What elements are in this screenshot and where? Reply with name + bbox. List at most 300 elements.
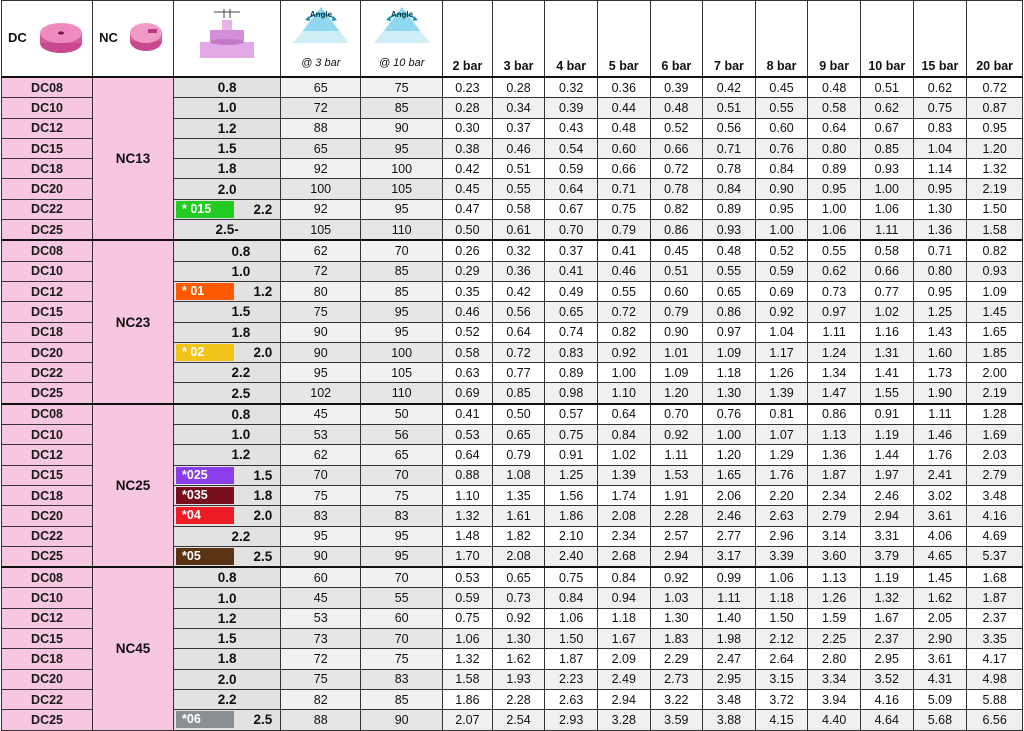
flow-rate-cell: 1.53 — [650, 465, 703, 485]
flow-rate-cell: 0.45 — [755, 77, 808, 98]
dc-header-label: DC — [8, 29, 27, 45]
flow-rate-cell: 1.36 — [913, 220, 967, 241]
flow-rate-cell: 4.69 — [967, 526, 1023, 546]
flow-rate-cell: 1.20 — [650, 383, 703, 404]
angle-3bar-cell: 92 — [281, 199, 361, 219]
flow-rate-cell: 1.30 — [650, 608, 703, 628]
flow-rate-cell: 2.49 — [597, 669, 650, 689]
flow-rate-cell: 3.22 — [650, 689, 703, 709]
flow-rate-cell: 6.56 — [967, 710, 1023, 730]
flow-rate-cell: 0.94 — [597, 588, 650, 608]
flow-rate-cell: 1.76 — [913, 445, 967, 465]
flow-rate-cell: 1.18 — [755, 588, 808, 608]
flow-rate-cell: 2.34 — [808, 485, 861, 505]
flow-rate-cell: 1.01 — [650, 342, 703, 362]
flow-rate-cell: 2.63 — [545, 689, 598, 709]
flow-rate-cell: 1.39 — [755, 383, 808, 404]
angle-3bar-cell: 102 — [281, 383, 361, 404]
flow-rate-cell: 3.72 — [755, 689, 808, 709]
orifice-cell — [174, 383, 281, 404]
flow-rate-cell: 2.68 — [597, 546, 650, 567]
flow-rate-cell: 0.26 — [443, 240, 493, 261]
flow-rate-cell: 1.67 — [597, 629, 650, 649]
orifice-diameter-icon — [192, 6, 262, 66]
flow-rate-cell: 0.62 — [860, 98, 913, 118]
flow-rate-cell: 4.40 — [808, 710, 861, 730]
flow-rate-cell: 0.48 — [703, 240, 756, 261]
orifice-diameter: 1.8 — [253, 488, 273, 504]
flow-rate-cell: 3.79 — [860, 546, 913, 567]
flow-rate-cell: 1.60 — [913, 342, 967, 362]
flow-rate-cell: 0.60 — [755, 118, 808, 138]
flow-rate-cell: 0.77 — [492, 363, 545, 383]
flow-rate-cell: 0.88 — [443, 465, 493, 485]
flow-rate-cell: 0.86 — [703, 302, 756, 322]
flow-rate-cell: 1.50 — [755, 608, 808, 628]
orifice-diameter: 1.5 — [217, 631, 237, 647]
flow-rate-cell: 2.47 — [703, 649, 756, 669]
angle-3bar-cell: 75 — [281, 302, 361, 322]
orifice-cell — [174, 526, 281, 546]
pressure-header: 15 bar — [913, 1, 967, 78]
dc-code-cell: DC10 — [2, 261, 93, 281]
flow-rate-cell: 2.37 — [860, 629, 913, 649]
flow-rate-cell: 0.64 — [808, 118, 861, 138]
orifice-diameter: 2.2 — [253, 201, 273, 217]
color-code-badge: * 015 — [176, 201, 234, 218]
flow-rate-cell: 0.28 — [492, 77, 545, 98]
angle-10bar-cell: 75 — [361, 77, 443, 98]
nc-code-cell: NC25 — [93, 404, 174, 567]
flow-rate-cell: 3.48 — [967, 485, 1023, 505]
color-code-badge: *06 — [176, 711, 234, 728]
orifice-diameter: 1.0 — [217, 590, 237, 606]
flow-rate-cell: 1.87 — [967, 588, 1023, 608]
dc-code-cell: DC18 — [2, 322, 93, 342]
angle-3bar-cell: 70 — [281, 465, 361, 485]
dc-code-cell: DC12 — [2, 281, 93, 301]
flow-rate-cell: 0.54 — [545, 138, 598, 158]
orifice-cell — [174, 322, 281, 342]
flow-rate-cell: 0.35 — [443, 281, 493, 301]
flow-rate-cell: 4.16 — [860, 689, 913, 709]
nc-code-cell: NC23 — [93, 240, 174, 403]
orifice-diameter: 1.8 — [231, 324, 251, 340]
flow-rate-cell: 0.64 — [443, 445, 493, 465]
flow-rate-cell: 0.46 — [492, 138, 545, 158]
angle-3bar-cell: 53 — [281, 608, 361, 628]
angle-3bar-cell: 60 — [281, 567, 361, 588]
orifice-cell — [174, 404, 281, 425]
flow-rate-cell: 0.41 — [443, 404, 493, 425]
orifice-cell — [174, 118, 281, 138]
flow-rate-cell: 0.61 — [492, 220, 545, 241]
orifice-diameter: 2.2 — [217, 692, 237, 708]
dc-code-cell: DC20 — [2, 179, 93, 199]
flow-rate-cell: 1.59 — [808, 608, 861, 628]
flow-rate-cell: 1.68 — [967, 567, 1023, 588]
flow-rate-cell: 0.91 — [545, 445, 598, 465]
flow-rate-cell: 0.85 — [492, 383, 545, 404]
flow-rate-cell: 0.95 — [808, 179, 861, 199]
angle-3bar-cell: 90 — [281, 342, 361, 362]
flow-rate-cell: 1.06 — [860, 199, 913, 219]
orifice-diameter: 0.8 — [217, 80, 237, 96]
flow-rate-cell: 0.97 — [808, 302, 861, 322]
flow-rate-cell: 2.54 — [492, 710, 545, 730]
flow-rate-cell: 1.70 — [443, 546, 493, 567]
flow-rate-cell: 1.00 — [703, 425, 756, 445]
orifice-diameter: 1.2 — [217, 610, 237, 626]
dc-code-cell: DC20 — [2, 342, 93, 362]
flow-rate-cell: 2.08 — [597, 506, 650, 526]
orifice-cell — [174, 179, 281, 199]
flow-rate-cell: 2.94 — [860, 506, 913, 526]
angle-10bar-cell: 70 — [361, 567, 443, 588]
angle-10bar-cell: 95 — [361, 322, 443, 342]
flow-rate-cell: 0.64 — [545, 179, 598, 199]
table-row — [2, 77, 1023, 98]
flow-rate-cell: 1.09 — [650, 363, 703, 383]
angle-10bar-cell: 95 — [361, 138, 443, 158]
flow-rate-cell: 0.92 — [597, 342, 650, 362]
flow-rate-cell: 0.55 — [703, 261, 756, 281]
angle-3bar-cell: 62 — [281, 240, 361, 261]
flow-rate-cell: 2.46 — [703, 506, 756, 526]
flow-rate-cell: 2.73 — [650, 669, 703, 689]
flow-rate-cell: 1.32 — [967, 159, 1023, 179]
flow-rate-cell: 1.06 — [443, 629, 493, 649]
flow-rate-cell: 1.83 — [650, 629, 703, 649]
pressure-header: 6 bar — [650, 1, 703, 78]
angle-10bar-cell: 70 — [361, 465, 443, 485]
dc-code-cell: DC15 — [2, 629, 93, 649]
orifice-diameter: 1.2 — [253, 284, 273, 300]
angle-10bar-cell: 95 — [361, 302, 443, 322]
flow-rate-cell: 3.31 — [860, 526, 913, 546]
flow-rate-cell: 1.10 — [443, 485, 493, 505]
flow-rate-cell: 1.11 — [650, 445, 703, 465]
flow-rate-cell: 0.70 — [545, 220, 598, 241]
orifice-diameter: 1.0 — [231, 263, 251, 279]
dc-code-cell: DC20 — [2, 506, 93, 526]
orifice-diameter: 0.8 — [231, 406, 251, 422]
header-row — [2, 1, 1023, 78]
flow-rate-cell: 0.42 — [703, 77, 756, 98]
flow-rate-cell: 0.51 — [703, 98, 756, 118]
dc-header — [2, 1, 93, 78]
flow-rate-cell: 2.80 — [808, 649, 861, 669]
flow-rate-cell: 0.66 — [860, 261, 913, 281]
flow-rate-cell: 2.64 — [755, 649, 808, 669]
orifice-cell — [174, 363, 281, 383]
orifice-diameter: 1.5 — [231, 304, 251, 320]
flow-rate-cell: 2.57 — [650, 526, 703, 546]
nozzle-core-icon — [126, 19, 166, 55]
angle-10bar-cell: 95 — [361, 546, 443, 567]
flow-rate-cell: 0.45 — [443, 179, 493, 199]
angle-10bar-cell: 100 — [361, 159, 443, 179]
pressure-header: 3 bar — [492, 1, 545, 78]
flow-rate-cell: 1.50 — [545, 629, 598, 649]
flow-rate-cell: 2.41 — [913, 465, 967, 485]
flow-rate-cell: 2.19 — [967, 383, 1023, 404]
flow-rate-cell: 0.23 — [443, 77, 493, 98]
flow-rate-cell: 1.00 — [808, 199, 861, 219]
flow-rate-cell: 1.02 — [860, 302, 913, 322]
flow-rate-cell: 1.62 — [913, 588, 967, 608]
flow-rate-cell: 0.92 — [650, 567, 703, 588]
flow-rate-cell: 0.48 — [808, 77, 861, 98]
flow-rate-cell: 2.05 — [913, 608, 967, 628]
color-code-badge: *035 — [176, 487, 234, 504]
flow-rate-cell: 4.16 — [967, 506, 1023, 526]
flow-rate-cell: 0.70 — [650, 404, 703, 425]
orifice-diameter: 2.2 — [231, 365, 251, 381]
flow-rate-cell: 0.63 — [443, 363, 493, 383]
flow-rate-cell: 3.61 — [913, 649, 967, 669]
angle-10bar-cell: 83 — [361, 669, 443, 689]
flow-rate-cell: 0.73 — [492, 588, 545, 608]
flow-rate-cell: 1.30 — [913, 199, 967, 219]
flow-rate-cell: 0.52 — [650, 118, 703, 138]
orifice-cell — [174, 689, 281, 709]
flow-rate-cell: 0.51 — [860, 77, 913, 98]
flow-rate-cell: 0.43 — [545, 118, 598, 138]
flow-rate-cell: 0.86 — [808, 404, 861, 425]
flow-rate-cell: 1.06 — [755, 567, 808, 588]
flow-rate-cell: 1.11 — [860, 220, 913, 241]
flow-rate-cell: 0.84 — [545, 588, 598, 608]
flow-rate-cell: 0.37 — [492, 118, 545, 138]
dc-code-cell: DC25 — [2, 383, 93, 404]
flow-rate-cell: 0.30 — [443, 118, 493, 138]
angle-3bar-cell: 88 — [281, 118, 361, 138]
flow-rate-cell: 2.03 — [967, 445, 1023, 465]
table-row — [2, 567, 1023, 588]
orifice-cell — [174, 546, 281, 567]
flow-rate-cell: 1.58 — [443, 669, 493, 689]
flow-rate-cell: 1.58 — [967, 220, 1023, 241]
flow-rate-cell: 0.69 — [755, 281, 808, 301]
flow-rate-cell: 2.28 — [492, 689, 545, 709]
flow-rate-cell: 1.65 — [967, 322, 1023, 342]
angle-10bar-label: @ 10 bar — [378, 57, 425, 69]
flow-rate-cell: 0.78 — [703, 159, 756, 179]
angle-3bar-cell: 82 — [281, 689, 361, 709]
angle-3bar-cell: 75 — [281, 669, 361, 689]
nc-header-label: NC — [99, 29, 118, 45]
flow-rate-cell: 0.39 — [545, 98, 598, 118]
flow-rate-cell: 0.87 — [967, 98, 1023, 118]
flow-rate-cell: 5.88 — [967, 689, 1023, 709]
flow-rate-cell: 0.38 — [443, 138, 493, 158]
dc-code-cell: DC18 — [2, 485, 93, 505]
flow-rate-cell: 1.40 — [703, 608, 756, 628]
flow-rate-cell: 0.42 — [492, 281, 545, 301]
orifice-cell — [174, 425, 281, 445]
flow-rate-cell: 3.34 — [808, 669, 861, 689]
flow-rate-cell: 0.82 — [967, 240, 1023, 261]
flow-rate-cell: 0.77 — [860, 281, 913, 301]
flow-rate-cell: 1.11 — [703, 588, 756, 608]
angle-3bar-cell: 92 — [281, 159, 361, 179]
angle-3bar-cell: 72 — [281, 261, 361, 281]
angle-10bar-header — [361, 1, 443, 78]
flow-rate-cell: 0.32 — [492, 240, 545, 261]
flow-rate-cell: 1.76 — [755, 465, 808, 485]
flow-rate-cell: 0.74 — [545, 322, 598, 342]
orifice-cell — [174, 138, 281, 158]
dc-code-cell: DC10 — [2, 588, 93, 608]
pressure-header: 7 bar — [703, 1, 756, 78]
flow-rate-cell: 1.18 — [703, 363, 756, 383]
flow-rate-cell: 1.56 — [545, 485, 598, 505]
angle-10bar-cell: 75 — [361, 649, 443, 669]
flow-rate-cell: 3.60 — [808, 546, 861, 567]
flow-rate-cell: 0.72 — [650, 159, 703, 179]
flow-rate-cell: 3.94 — [808, 689, 861, 709]
flow-rate-cell: 0.76 — [755, 138, 808, 158]
flow-rate-cell: 0.53 — [443, 425, 493, 445]
orifice-cell — [174, 199, 281, 219]
flow-rate-cell: 0.93 — [967, 261, 1023, 281]
flow-rate-cell: 5.68 — [913, 710, 967, 730]
flow-rate-cell: 1.16 — [860, 322, 913, 342]
orifice-cell — [174, 281, 281, 301]
flow-rate-cell: 4.98 — [967, 669, 1023, 689]
color-code-badge: * 02 — [176, 344, 234, 361]
flow-rate-cell: 0.56 — [703, 118, 756, 138]
flow-rate-cell: 0.84 — [703, 179, 756, 199]
flow-rate-cell: 0.71 — [913, 240, 967, 261]
flow-rate-cell: 1.41 — [860, 363, 913, 383]
flow-rate-cell: 1.39 — [597, 465, 650, 485]
orifice-diameter: 2.0 — [217, 181, 237, 197]
flow-rate-cell: 0.60 — [650, 281, 703, 301]
dc-code-cell: DC08 — [2, 240, 93, 261]
flow-rate-cell: 0.52 — [755, 240, 808, 261]
dc-code-cell: DC15 — [2, 465, 93, 485]
angle-10bar-cell: 83 — [361, 506, 443, 526]
orifice-diameter: 1.8 — [217, 161, 237, 177]
angle-10bar-cell: 65 — [361, 445, 443, 465]
orifice-cell — [174, 261, 281, 281]
flow-rate-cell: 1.55 — [860, 383, 913, 404]
flow-rate-cell: 0.71 — [597, 179, 650, 199]
orifice-cell — [174, 465, 281, 485]
orifice-diameter: 1.0 — [231, 427, 251, 443]
orifice-diameter: 2.0 — [217, 671, 237, 687]
flow-rate-cell: 0.55 — [492, 179, 545, 199]
dc-code-cell: DC22 — [2, 689, 93, 709]
flow-rate-cell: 0.93 — [703, 220, 756, 241]
flow-rate-cell: 0.46 — [443, 302, 493, 322]
dc-code-cell: DC18 — [2, 159, 93, 179]
flow-rate-cell: 1.30 — [492, 629, 545, 649]
flow-rate-cell: 1.06 — [545, 608, 598, 628]
flow-rate-cell: 0.56 — [492, 302, 545, 322]
flow-rate-cell: 4.17 — [967, 649, 1023, 669]
flow-rate-cell: 2.19 — [967, 179, 1023, 199]
flow-rate-cell: 1.43 — [913, 322, 967, 342]
flow-rate-cell: 0.85 — [860, 138, 913, 158]
flow-rate-cell: 1.87 — [808, 465, 861, 485]
flow-rate-cell: 2.95 — [860, 649, 913, 669]
orifice-diameter: 2.5- — [215, 222, 239, 238]
flow-rate-cell: 0.78 — [650, 179, 703, 199]
flow-rate-cell: 0.59 — [443, 588, 493, 608]
flow-rate-cell: 0.48 — [650, 98, 703, 118]
angle-3bar-cell: 75 — [281, 485, 361, 505]
flow-rate-cell: 2.00 — [967, 363, 1023, 383]
orifice-diameter: 2.5 — [253, 712, 273, 728]
flow-rate-cell: 1.00 — [755, 220, 808, 241]
nc-code-cell: NC45 — [93, 567, 174, 730]
flow-rate-cell: 1.48 — [443, 526, 493, 546]
flow-rate-cell: 0.80 — [808, 138, 861, 158]
pressure-header: 4 bar — [545, 1, 598, 78]
flow-rate-cell: 0.55 — [808, 240, 861, 261]
angle-10bar-cell: 85 — [361, 261, 443, 281]
flow-rate-cell: 1.65 — [703, 465, 756, 485]
flow-rate-cell: 1.13 — [808, 425, 861, 445]
flow-rate-cell: 1.61 — [492, 506, 545, 526]
flow-rate-cell: 2.28 — [650, 506, 703, 526]
flow-rate-cell: 0.46 — [597, 261, 650, 281]
flow-rate-cell: 1.73 — [913, 363, 967, 383]
angle-10bar-cell: 90 — [361, 118, 443, 138]
flow-rate-cell: 3.35 — [967, 629, 1023, 649]
spray-angle-icon — [370, 1, 434, 45]
flow-rate-cell: 5.09 — [913, 689, 967, 709]
flow-rate-cell: 2.94 — [650, 546, 703, 567]
flow-rate-cell: 3.15 — [755, 669, 808, 689]
dc-code-cell: DC18 — [2, 649, 93, 669]
flow-rate-cell: 1.91 — [650, 485, 703, 505]
flow-rate-cell: 0.98 — [545, 383, 598, 404]
orifice-cell — [174, 445, 281, 465]
color-code-badge: *04 — [176, 507, 234, 524]
angle-10bar-cell: 105 — [361, 179, 443, 199]
flow-rate-cell: 1.26 — [808, 588, 861, 608]
flow-rate-cell: 3.02 — [913, 485, 967, 505]
flow-rate-cell: 1.82 — [492, 526, 545, 546]
flow-rate-cell: 0.79 — [597, 220, 650, 241]
flow-rate-cell: 0.82 — [650, 199, 703, 219]
flow-rate-cell: 0.50 — [492, 404, 545, 425]
angle-3bar-cell: 62 — [281, 445, 361, 465]
flow-rate-cell: 0.51 — [650, 261, 703, 281]
flow-rate-cell: 0.62 — [808, 261, 861, 281]
orifice-diameter: 2.2 — [231, 528, 251, 544]
angle-10bar-cell: 55 — [361, 588, 443, 608]
flow-rate-cell: 4.65 — [913, 546, 967, 567]
flow-rate-cell: 0.95 — [967, 118, 1023, 138]
flow-rate-cell: 0.89 — [545, 363, 598, 383]
dc-code-cell: DC08 — [2, 77, 93, 98]
angle-10bar-cell: 56 — [361, 425, 443, 445]
orifice-diameter: 1.5 — [217, 141, 237, 157]
angle-label-10: Angle — [390, 10, 413, 19]
flow-rate-cell: 1.85 — [967, 342, 1023, 362]
flow-rate-cell: 0.36 — [597, 77, 650, 98]
flow-rate-cell: 1.86 — [443, 689, 493, 709]
flow-rate-cell: 2.95 — [703, 669, 756, 689]
flow-rate-cell: 1.31 — [860, 342, 913, 362]
flow-rate-cell: 2.09 — [597, 649, 650, 669]
flow-rate-cell: 0.62 — [913, 77, 967, 98]
